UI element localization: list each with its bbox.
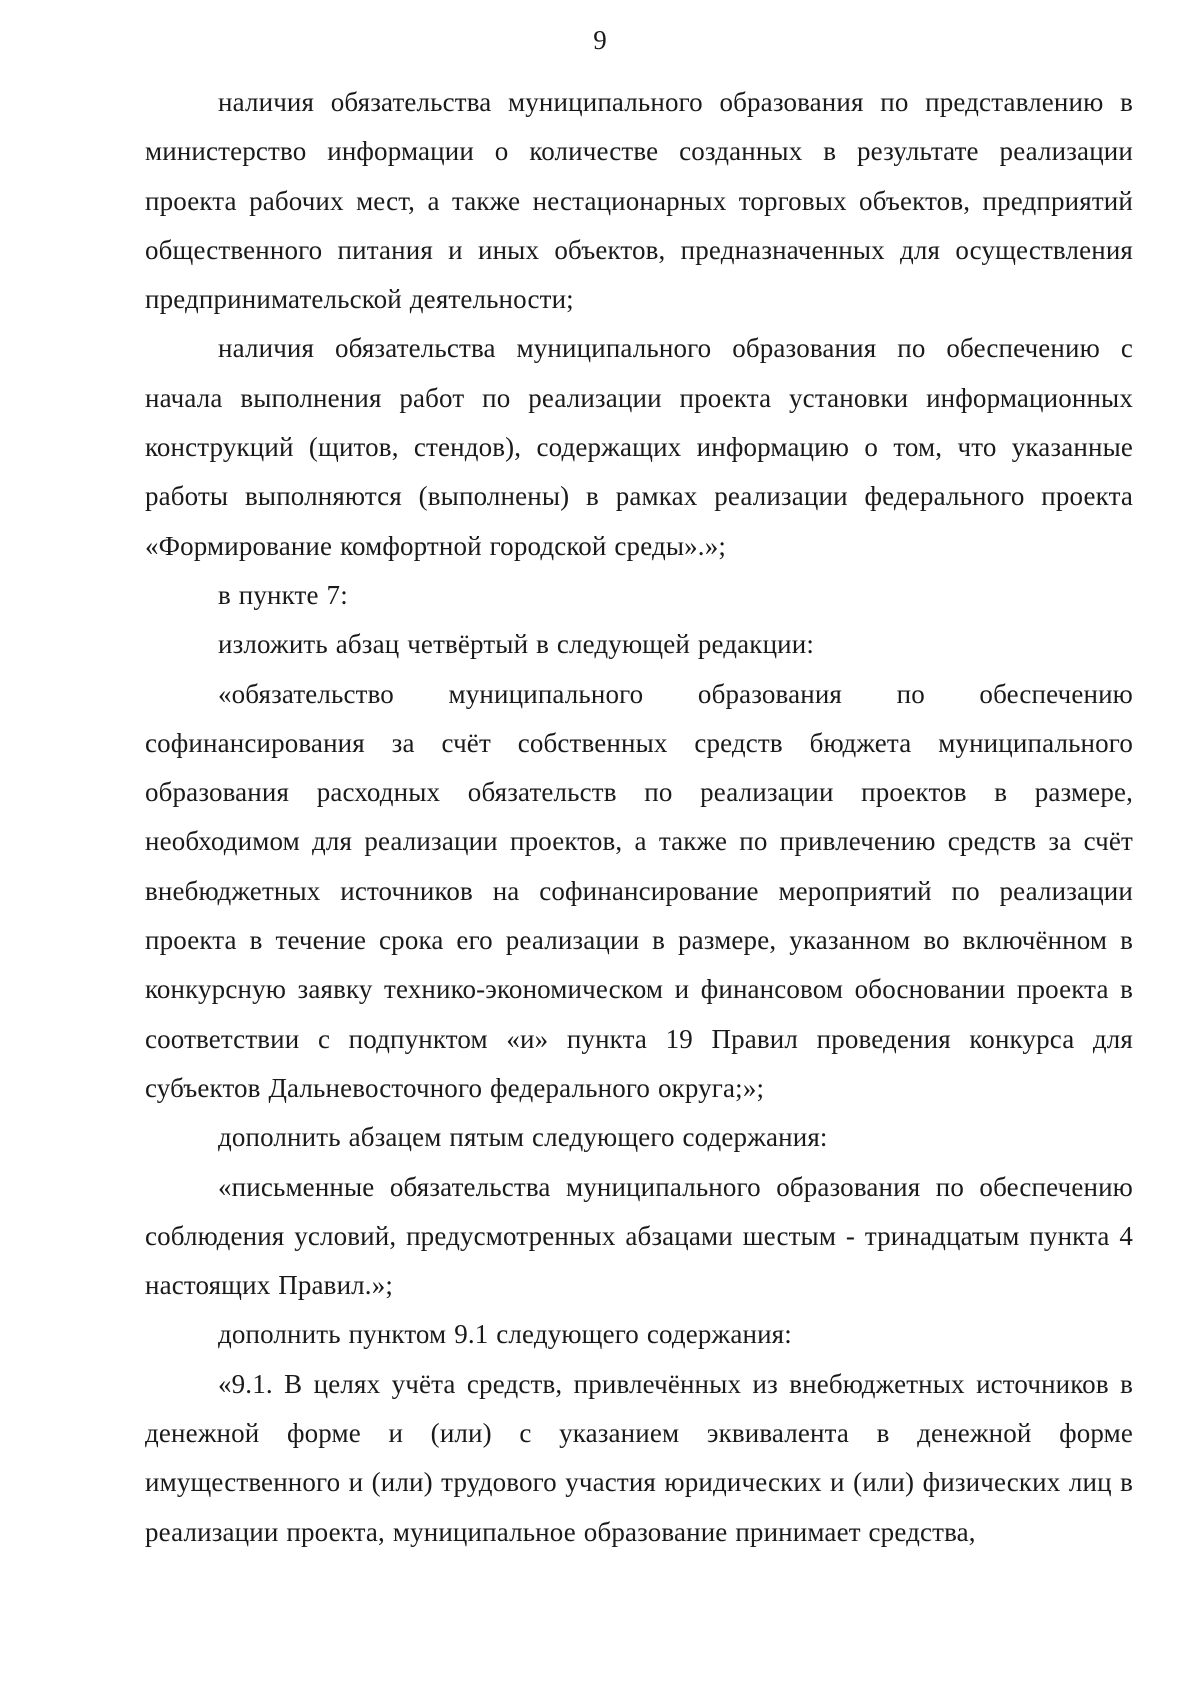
page-number: 9 — [593, 25, 607, 55]
document-body — [145, 78, 1133, 1557]
paragraph-cofinancing-obligation: «обязательство муниципального образования по обеспечению софинансирования за счёт собственных средств бюджета муниципального образования расходных обязательств по реализации проектов в размере, необходимом для реализации проектов, а также по привлечению средств за счёт внебюджетных источников на софинансирование мероприятий по реализации проекта в течение срока его реализации в размере, указанном во включённом в конкурсную заявку технико-экономическом и финансовом обосновании проекта в соответствии с подпунктом «и» пункта 19 Правил проведения конкурса для субъектов Дальневосточного федерального округа;»; — [145, 678, 1133, 1103]
paragraph-written-obligations: «письменные обязательства муниципального образования по обеспечению соблюдения условий, предусмотренных абзацами шестым - тринадцатым пункта 4 настоящих Правил.»; — [145, 1171, 1133, 1301]
paragraph-info-signs-obligation: наличия обязательства муниципального образования по обеспечению с начала выполнения работ по реализации проекта установки информационных конструкций (щитов, стендов), содержащих информацию о том, что указанные работы выполняются (выполнены) в рамках реализации федерального проекта «Формирование комфортной городской среды».»; — [145, 333, 1133, 561]
paragraph-amend-fourth-clause: изложить абзац четвёртый в следующей редакции: — [218, 629, 815, 660]
paragraph-add-item-9-1: дополнить пунктом 9.1 следующего содержания: — [218, 1319, 792, 1350]
paragraph-reporting-obligation: наличия обязательства муниципального образования по представлению в министерство информации о количестве созданных в результате реализации проекта рабочих мест, а также нестационарных торговых объектов, предприятий общественного питания и иных объектов, предназначенных для осуществления предпринимательской деятельности; — [145, 87, 1133, 315]
paragraph-add-fifth-clause: дополнить абзацем пятым следующего содержания: — [218, 1122, 828, 1153]
paragraph-item-9-1-text: «9.1. В целях учёта средств, привлечённых из внебюджетных источников в денежной форме и (или) с указанием эквивалента в денежной форме имущественного и (или) трудового участия юридических и (или) физических лиц в реализации проекта, муниципальное образование принимает средства, — [145, 1368, 1133, 1547]
paragraph-in-item-7: в пункте 7: — [218, 579, 348, 610]
